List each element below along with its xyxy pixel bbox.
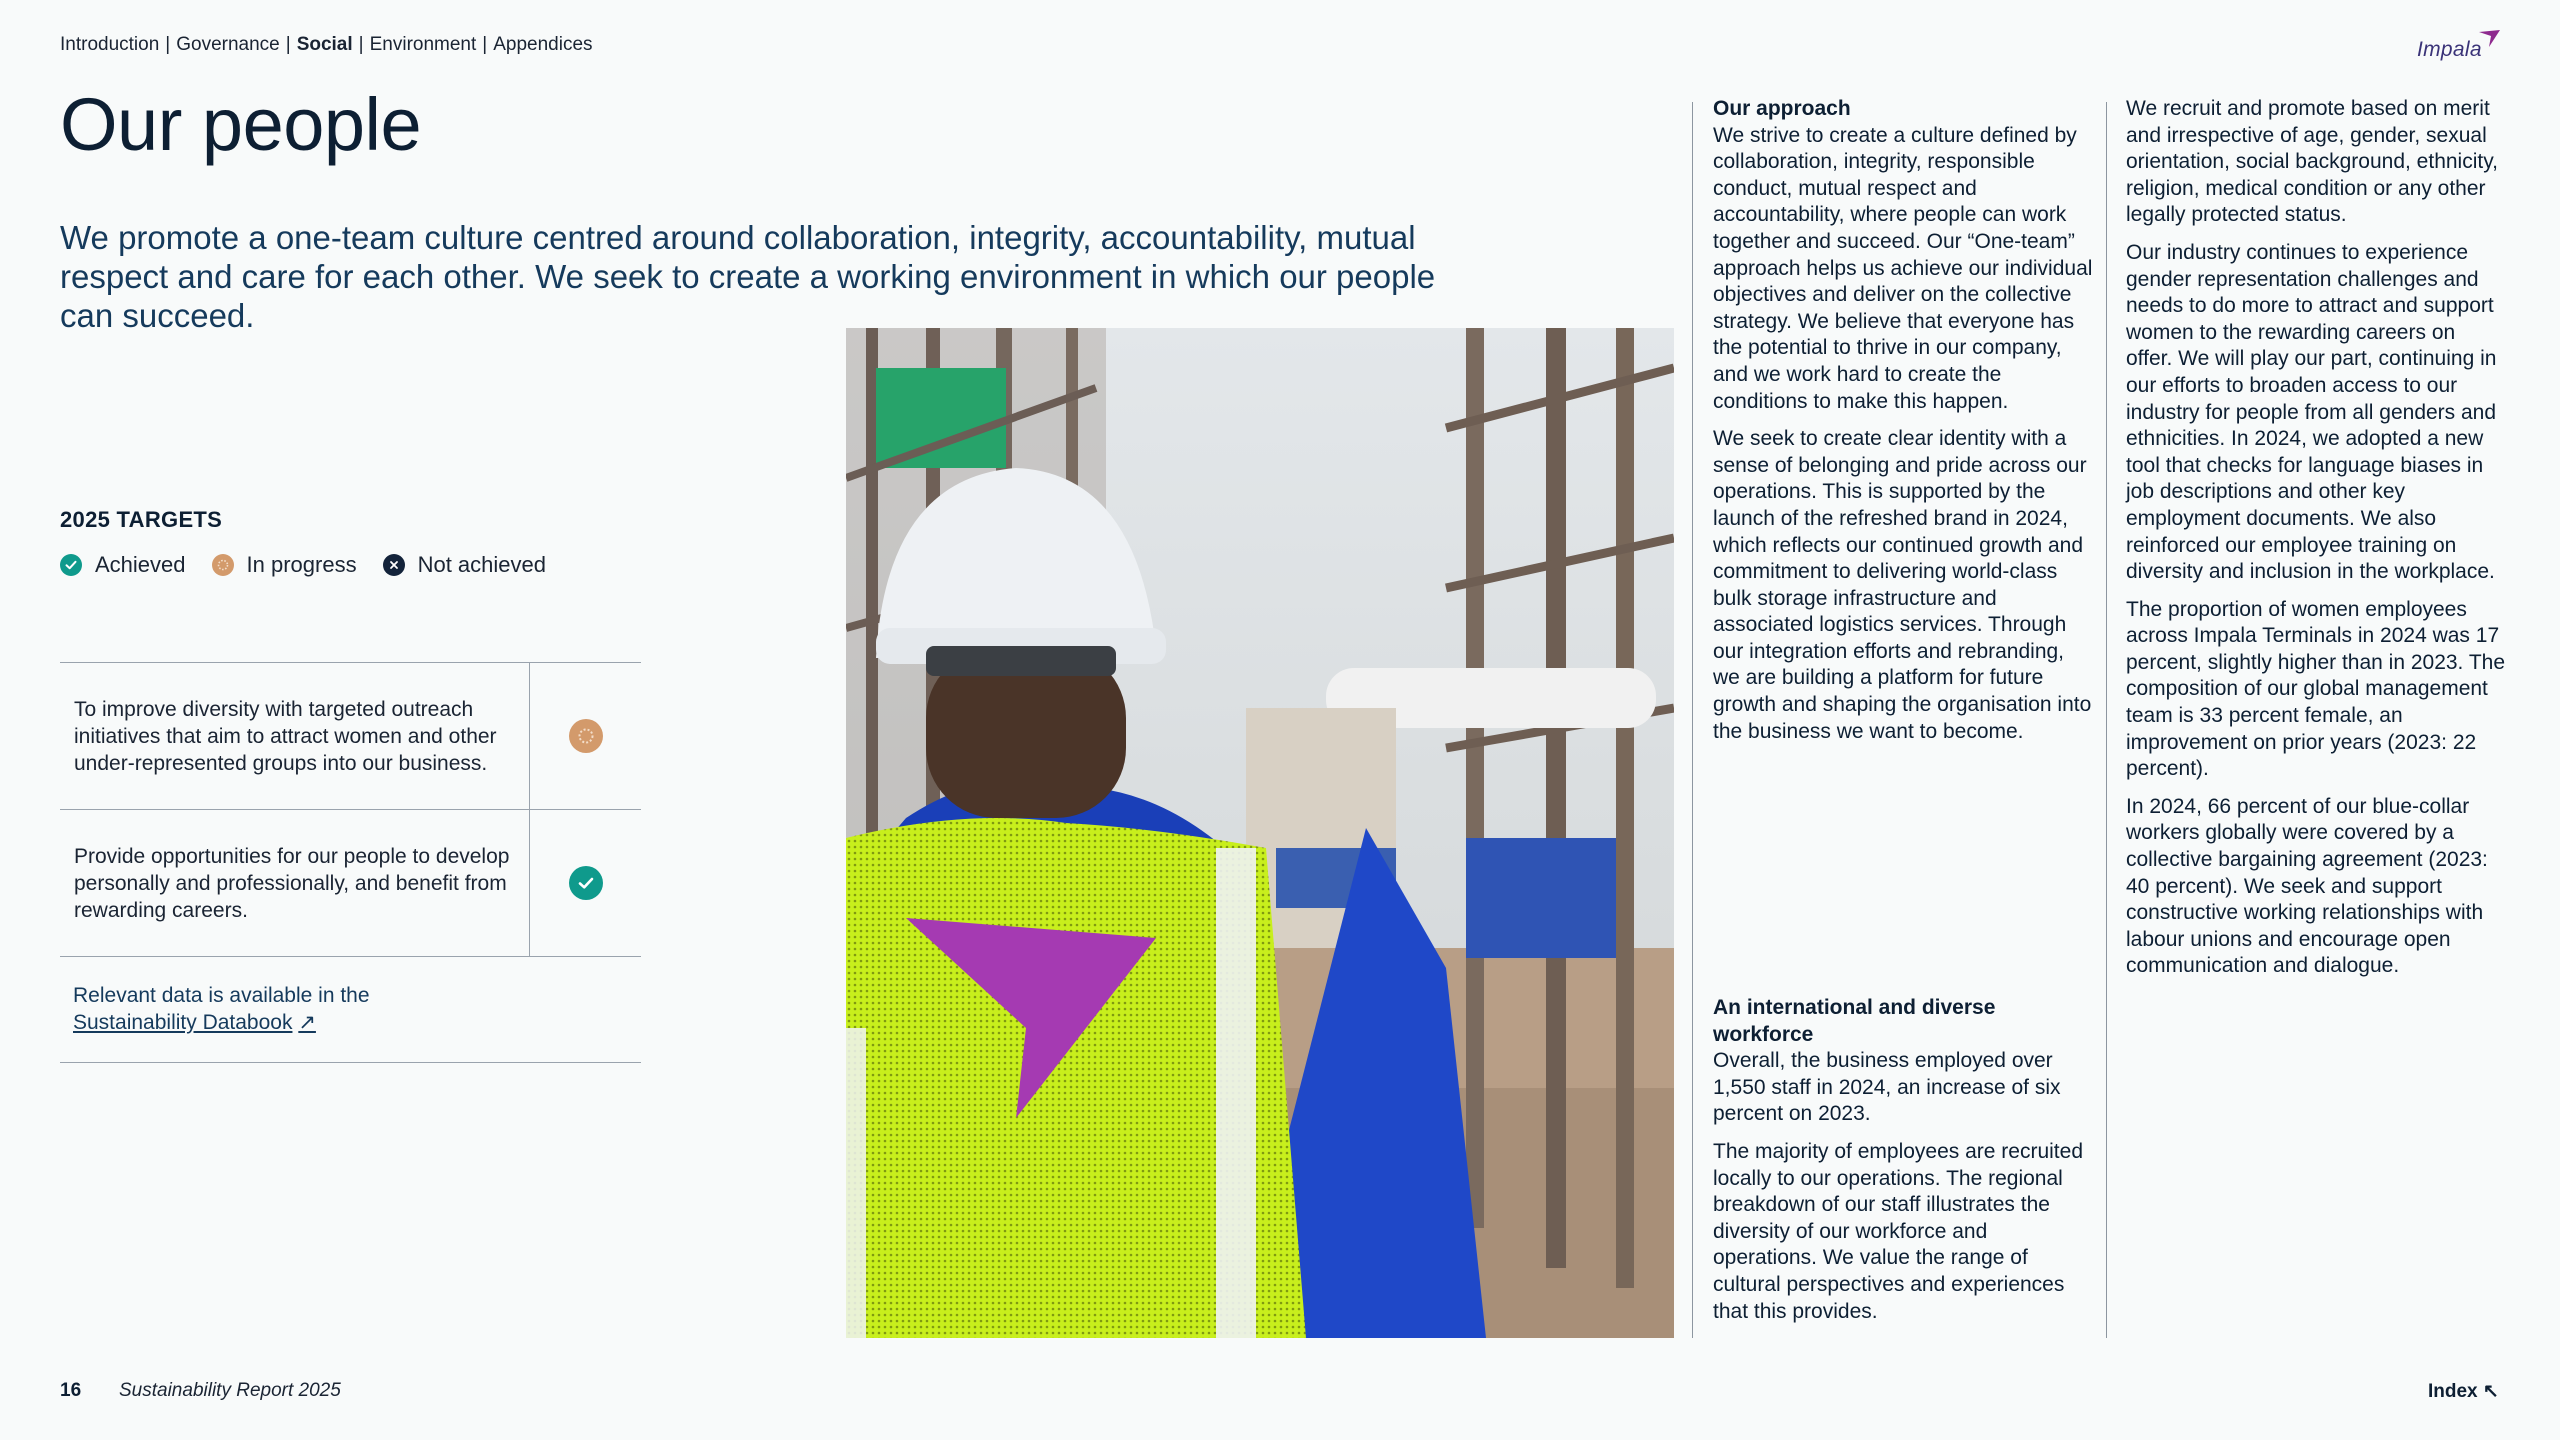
breadcrumb-nav <box>60 34 593 56</box>
divider <box>60 1062 641 1063</box>
check-icon <box>60 554 82 576</box>
body-paragraph: We recruit and promote based on merit and irrespective of age, gender, sexual orientation, social background, ethnicity, religion, medical condition or any other legally protected status. <box>2126 97 2498 227</box>
nav-item-introduction[interactable]: Introduction <box>60 34 160 55</box>
diversity-section <box>2126 96 2506 991</box>
target-text: Provide opportunities for our people to develop personally and professionally, and benefit from rewarding careers. <box>60 810 530 956</box>
databook-link[interactable]: Sustainability Databook <box>73 1011 293 1034</box>
nav-separator: | <box>285 34 291 55</box>
progress-icon <box>569 719 603 753</box>
body-paragraph: We seek to create clear identity with a sense of belonging and pride across our operations. This is supported by the launch of the refreshed brand in 2024, which reflects our continued growth and commitment to delivering world-class bulk storage infrastructure and associated logistics services. Through our integration efforts and rebranding, we are building a platform for future growth and shaping the organisation into the business we want to become. <box>1713 427 2092 743</box>
legend-label: In progress <box>246 552 357 577</box>
workforce-section <box>1713 995 2093 1336</box>
legend-not-achieved <box>383 552 546 578</box>
legend-label: Not achieved <box>417 552 546 577</box>
body-paragraph: In 2024, 66 percent of our blue-collar workers globally were covered by a collective bargaining agreement (2023: 40 percent). We seek and support constructive working relationships with labour unions and encourage open communication and dialogue. <box>2126 794 2488 978</box>
worker-photo <box>846 328 1674 1338</box>
target-status <box>530 810 641 956</box>
body-paragraph: Our industry continues to experience gender representation challenges and needs to do more to attract and support women to the rewarding careers on offer. We will play our part, continuing in our efforts to broaden access to our industry for people from all genders and ethnicities. In 2024, we adopted a new tool that checks for language biases in job descriptions and other key employment documents. We also reinforced our employee training on diversity and inclusion in the workplace. <box>2126 240 2497 584</box>
legend-achieved <box>60 552 186 578</box>
body-paragraph: The proportion of women employees across Impala Terminals in 2024 was 17 percent, slightly higher than in 2023. The composition of our global management team is 33 percent female, an improvement on prior years (2023: 22 percent). <box>2126 597 2506 781</box>
arrow-up-left-icon[interactable]: ↖ <box>2482 1381 2499 1402</box>
progress-icon <box>212 554 234 576</box>
page-number: 16 <box>60 1380 82 1401</box>
approach-section <box>1713 96 2093 756</box>
index-label[interactable]: Index <box>2428 1381 2478 1402</box>
lead-paragraph: We promote a one-team culture centred around collaboration, integrity, accountability, mutual respect and care for each other. We seek to create a working environment in which our people can succeed. <box>60 219 1436 334</box>
databook-note-text: Relevant data is available in the <box>73 984 370 1007</box>
nav-item-appendices[interactable]: Appendices <box>493 34 593 55</box>
section-heading: Our approach <box>1713 97 1851 120</box>
logo-text: Impala <box>2417 38 2482 61</box>
table-row <box>60 662 641 809</box>
external-link-icon[interactable]: ↗ <box>298 1011 316 1034</box>
section-heading: An international and diverse workforce <box>1713 996 1996 1046</box>
target-text: To improve diversity with targeted outreach initiatives that aim to attract women and other under-represented groups into our business. <box>60 663 530 809</box>
legend-label: Achieved <box>95 552 186 577</box>
body-paragraph: Overall, the business employed over 1,550 staff in 2024, an increase of six percent on 2023. <box>1713 1049 2061 1126</box>
impala-logo <box>2417 30 2501 66</box>
nav-separator: | <box>482 34 488 55</box>
nav-item-social[interactable]: Social <box>296 34 353 55</box>
nav-separator: | <box>165 34 171 55</box>
nav-item-environment[interactable]: Environment <box>369 34 477 55</box>
report-title: Sustainability Report 2025 <box>119 1380 341 1401</box>
logo-arrow-icon <box>2479 30 2501 48</box>
targets-table <box>60 662 641 957</box>
body-paragraph: The majority of employees are recruited locally to our operations. The regional breakdown of our staff illustrates the diversity of our workforce and operations. We value the range of cultural perspectives and experiences that this provides. <box>1713 1139 2083 1323</box>
column-divider <box>1692 102 1693 1338</box>
cross-icon <box>383 554 405 576</box>
targets-heading: 2025 TARGETS <box>60 507 223 532</box>
target-status <box>530 663 641 809</box>
page-title: Our people <box>60 83 422 166</box>
targets-legend <box>60 552 572 578</box>
worker-photo-image <box>846 328 1674 1338</box>
table-row <box>60 809 641 957</box>
nav-item-governance[interactable]: Governance <box>176 34 280 55</box>
column-divider <box>2106 102 2107 1338</box>
databook-note <box>73 982 370 1036</box>
body-paragraph: We strive to create a culture defined by collaboration, integrity, responsible conduct, mutual respect and accountability, where people can work together and succeed. Our “One-team” approach helps us achieve our individual objectives and deliver on the collective strategy. We believe that everyone has the potential to thrive in our company, and we work hard to create the conditions to make this happen. <box>1713 123 2093 413</box>
check-icon <box>569 866 603 900</box>
legend-in-progress <box>212 552 357 578</box>
index-link[interactable] <box>2428 1380 2499 1403</box>
nav-separator: | <box>358 34 364 55</box>
